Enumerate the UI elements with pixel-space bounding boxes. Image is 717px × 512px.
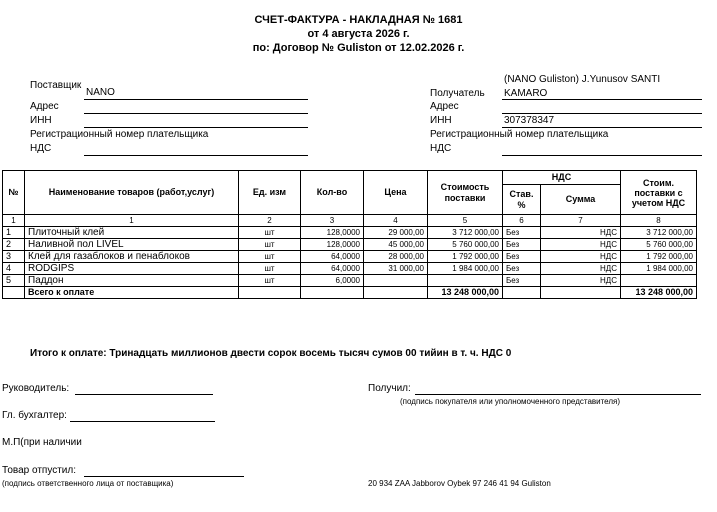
row-total: 1 984 000,00 [621, 263, 697, 275]
row-cost [428, 275, 503, 287]
header-name: Наименование товаров (работ,услуг) [25, 171, 239, 215]
row-price [364, 275, 428, 287]
row-unit: шт [239, 263, 301, 275]
released-signature-line [84, 476, 244, 477]
row-rate: Без [503, 227, 541, 239]
received-label: Получил: [368, 383, 411, 394]
total-empty-cell [301, 287, 364, 299]
supplier-name: NANO [86, 87, 115, 98]
col-number-4: 3 [301, 215, 364, 227]
stamp-label: М.П(при наличии [2, 437, 82, 448]
row-name: RODGIPS [25, 263, 239, 275]
recipient-label: Получатель [430, 88, 485, 99]
recipient-name-line [502, 99, 702, 100]
head-signature-label: Руководитель: [2, 383, 70, 394]
header-qty: Кол-во [301, 171, 364, 215]
head-signature-line [75, 394, 213, 395]
table-row [3, 263, 697, 275]
row-rate: Без [503, 263, 541, 275]
document-contract: по: Договор № Guliston от 12.02.2026 г. [252, 42, 465, 54]
row-qty: 128,0000 [301, 239, 364, 251]
header-cost: Стоимость поставки [428, 171, 503, 215]
row-num: 5 [3, 275, 25, 287]
received-note: (подпись покупателя или уполномоченного представителя) [400, 397, 621, 406]
table-row [3, 251, 697, 263]
row-unit: шт [239, 275, 301, 287]
row-price: 28 000,00 [364, 251, 428, 263]
col-number-8: 7 [541, 215, 621, 227]
row-num: 4 [3, 263, 25, 275]
total-empty-cell [503, 287, 541, 299]
table-row [3, 227, 697, 239]
recipient-address-label: Адрес [430, 101, 459, 112]
row-qty: 64,0000 [301, 263, 364, 275]
col-number-7: 6 [503, 215, 541, 227]
row-qty: 64,0000 [301, 251, 364, 263]
recipient-inn-line [502, 127, 702, 128]
row-rate: Без [503, 251, 541, 263]
row-vat: НДС [541, 251, 621, 263]
col-number-5: 4 [364, 215, 428, 227]
recipient-vat-label: НДС [430, 143, 452, 154]
header-num: № [3, 171, 25, 215]
accountant-signature-line [70, 421, 215, 422]
supplier-vat-label: НДС [30, 143, 52, 154]
row-price: 45 000,00 [364, 239, 428, 251]
invoice-table [2, 170, 697, 299]
recipient-name-line1: (NANO Guliston) J.Yunusov SANTI [504, 74, 661, 85]
table-row [3, 239, 697, 251]
row-cost: 3 712 000,00 [428, 227, 503, 239]
total-row [3, 287, 697, 299]
row-vat: НДС [541, 263, 621, 275]
recipient-address-line [502, 113, 702, 114]
col-number-6: 5 [428, 215, 503, 227]
header-vat: НДС [503, 171, 621, 185]
total-empty-cell [541, 287, 621, 299]
row-cost: 5 760 000,00 [428, 239, 503, 251]
row-total: 1 792 000,00 [621, 251, 697, 263]
header-total: Стоим. поставки с учетом НДС [621, 171, 697, 215]
document-date: от 4 августа 2026 г. [307, 28, 410, 40]
row-unit: шт [239, 227, 301, 239]
recipient-name-line2: KAMARO [504, 88, 548, 99]
row-unit: шт [239, 239, 301, 251]
total-cost: 13 248 000,00 [428, 287, 503, 299]
recipient-vat-line [502, 155, 702, 156]
footer-contact: 20 934 ZAA Jabborov Oybek 97 246 41 94 Guliston [368, 479, 551, 488]
row-name: Плиточный клей [25, 227, 239, 239]
row-cost: 1 792 000,00 [428, 251, 503, 263]
row-qty: 6,0000 [301, 275, 364, 287]
col-number-1: 1 [3, 215, 25, 227]
row-name: Клей для газаблоков и пенаблоков [25, 251, 239, 263]
recipient-inn-value: 307378347 [504, 115, 555, 126]
released-label: Товар отпустил: [2, 465, 76, 476]
supplier-address-label: Адрес [30, 101, 59, 112]
row-name: Наливной пол LIVEL [25, 239, 239, 251]
document-title: СЧЕТ-ФАКТУРА - НАКЛАДНАЯ № 1681 [254, 14, 463, 26]
row-total: 5 760 000,00 [621, 239, 697, 251]
recipient-reg-label: Регистрационный номер плательщика [430, 129, 609, 140]
row-num: 1 [3, 227, 25, 239]
table-row [3, 275, 697, 287]
header-vat-sum: Сумма [541, 185, 621, 215]
supplier-address-line [84, 113, 308, 114]
supplier-inn-line [84, 127, 308, 128]
supplier-inn-label: ИНН [30, 115, 52, 126]
row-vat: НДС [541, 275, 621, 287]
row-num: 3 [3, 251, 25, 263]
header-vat-rate: Став. % [503, 185, 541, 215]
row-vat: НДС [541, 239, 621, 251]
supplier-label: Поставщик [30, 80, 82, 91]
total-sum: 13 248 000,00 [621, 287, 697, 299]
row-cost: 1 984 000,00 [428, 263, 503, 275]
col-number-3: 2 [239, 215, 301, 227]
supplier-name-line [84, 99, 308, 100]
row-price: 29 000,00 [364, 227, 428, 239]
row-rate: Без [503, 239, 541, 251]
received-signature-line [415, 394, 701, 395]
released-note: (подпись ответственного лица от поставщика) [2, 479, 174, 488]
summary-text: Итого к оплате: Тринадцать миллионов двести сорок восемь тысяч сумов 00 тийин в т. ч. НДС 0 [30, 348, 512, 359]
row-total [621, 275, 697, 287]
row-unit: шт [239, 251, 301, 263]
row-rate: Без [503, 275, 541, 287]
row-total: 3 712 000,00 [621, 227, 697, 239]
supplier-vat-line [84, 155, 308, 156]
total-label: Всего к оплате [25, 287, 239, 299]
total-empty-cell [239, 287, 301, 299]
row-vat: НДС [541, 227, 621, 239]
row-name: Паддон [25, 275, 239, 287]
header-unit: Ед. изм [239, 171, 301, 215]
total-empty-cell [3, 287, 25, 299]
supplier-reg-label: Регистрационный номер плательщика [30, 129, 209, 140]
row-qty: 128,0000 [301, 227, 364, 239]
col-number-2: 1 [25, 215, 239, 227]
recipient-inn-label: ИНН [430, 115, 452, 126]
row-num: 2 [3, 239, 25, 251]
total-empty-cell [364, 287, 428, 299]
accountant-signature-label: Гл. бухгалтер: [2, 410, 67, 421]
row-price: 31 000,00 [364, 263, 428, 275]
header-price: Цена [364, 171, 428, 215]
col-number-9: 8 [621, 215, 697, 227]
